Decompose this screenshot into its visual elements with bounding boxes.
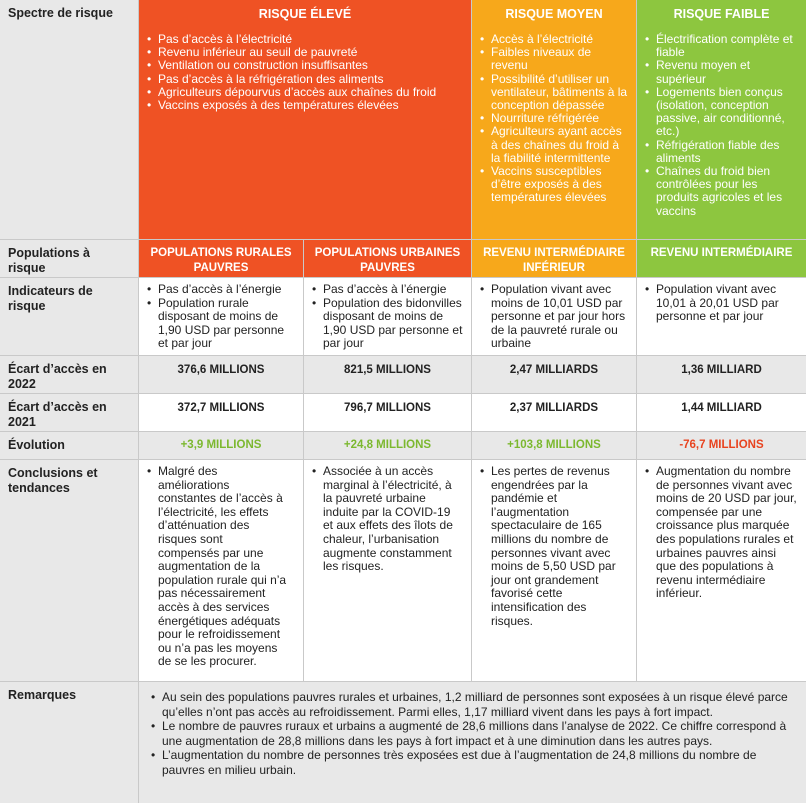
evolution-value: +3,9 MILLIONS: [139, 432, 304, 460]
row-label-spectrum: Spectre de risque: [0, 0, 139, 240]
medium-risk-item: • Possibilité d’utiliser un ventilateur, bâtiments à la conception dépassée: [480, 73, 628, 113]
high-risk-title: RISQUE ÉLEVÉ: [258, 7, 352, 21]
indicator-item: • Pas d’accès à l’énergie: [147, 283, 295, 297]
medium-risk-item: • Accès à l’électricité: [480, 33, 628, 46]
population-header: POPULATIONS URBAINES PAUVRES: [304, 240, 472, 278]
gap-2022-value: 821,5 MILLIONS: [304, 356, 472, 394]
remark-item: • Le nombre de pauvres ruraux et urbains a augmenté de 28,6 millions dans l’analyse de 2022. Ce chiffre correspond à une augmentation de 28,8 millions dans les pays à fort impact et à une diminution dans les autres pays.: [151, 719, 796, 748]
gap-2021-value: 796,7 MILLIONS: [304, 394, 472, 432]
population-header: REVENU INTERMÉDIAIRE INFÉRIEUR: [472, 240, 637, 278]
high-risk-item: • Ventilation ou construction insuffisantes: [147, 59, 463, 72]
high-risk-panel: [139, 0, 472, 240]
row-label-gap-2021: Écart d’accès en 2021: [0, 394, 139, 432]
medium-risk-title: RISQUE MOYEN: [505, 7, 603, 21]
indicator-item: • Population vivant avec 10,01 à 20,01 USD par personne et par jour: [645, 283, 798, 324]
conclusion-cell: [139, 460, 304, 682]
row-label-gap-2022: Écart d’accès en 2022: [0, 356, 139, 394]
gap-2021-value: 2,37 MILLIARDS: [472, 394, 637, 432]
high-risk-item: • Revenu inférieur au seuil de pauvreté: [147, 46, 463, 59]
indicator-item: • Population vivant avec moins de 10,01 USD par personne et par jour hors de la pauvreté rurale ou urbaine: [480, 283, 628, 351]
indicators-cell: [304, 278, 472, 356]
row-label-populations: Populations à risque: [0, 240, 139, 278]
conclusion-cell: [304, 460, 472, 682]
indicator-item: • Population rurale disposant de moins de 1,90 USD par personne et par jour: [147, 297, 295, 351]
conclusion-text: • Associée à un accès marginal à l’électricité, à la pauvreté urbaine induite par la COVID-19 et aux effets des îlots de chaleur, l’urbanisation augmente constamment les risques.: [312, 465, 463, 574]
medium-risk-panel: [472, 0, 637, 240]
conclusion-cell: [637, 460, 806, 682]
gap-2022-value: 376,6 MILLIONS: [139, 356, 304, 394]
medium-risk-item: • Nourriture réfrigérée: [480, 112, 628, 125]
conclusion-text: • Les pertes de revenus engendrées par la pandémie et l’augmentation spectaculaire de 165 millions du nombre de personnes vivant avec moins de 5,50 USD par jour ont grandement favorisé cette intensification des risques.: [480, 465, 628, 628]
gap-2022-value: 1,36 MILLIARD: [637, 356, 806, 394]
indicators-cell: [139, 278, 304, 356]
evolution-value: -76,7 MILLIONS: [637, 432, 806, 460]
low-risk-title: RISQUE FAIBLE: [673, 7, 770, 21]
row-label-conclusions: Conclusions et tendances: [0, 460, 139, 682]
indicator-item: • Population des bidonvilles disposant de moins de 1,90 USD par personne et par jour: [312, 297, 463, 351]
low-risk-item: • Revenu moyen et supérieur: [645, 59, 798, 85]
remark-item: • L’augmentation du nombre de personnes très exposées est due à l’augmentation de 24,8 millions du nombre de pauvres en milieu urbain.: [151, 748, 796, 777]
indicator-item: • Pas d’accès à l’énergie: [312, 283, 463, 297]
high-risk-item: • Agriculteurs dépourvus d’accès aux chaînes du froid: [147, 86, 463, 99]
low-risk-item: • Chaînes du froid bien contrôlées pour les produits agricoles et les vaccins: [645, 165, 798, 218]
indicators-cell: [637, 278, 806, 356]
evolution-value: +103,8 MILLIONS: [472, 432, 637, 460]
high-risk-item: • Pas d’accès à la réfrigération des aliments: [147, 73, 463, 86]
row-label-evolution: Évolution: [0, 432, 139, 460]
population-header: REVENU INTERMÉDIAIRE: [637, 240, 806, 278]
conclusion-text: • Augmentation du nombre de personnes vivant avec moins de 20 USD par jour, compensée par une croissance plus marquée des populations rurales et urbaines pauvres ainsi que des populations à revenu intermédiaire inférieur.: [645, 465, 798, 601]
remarks-panel: [139, 682, 806, 803]
medium-risk-item: • Agriculteurs ayant accès à des chaînes du froid à la fiabilité intermittente: [480, 125, 628, 165]
conclusion-cell: [472, 460, 637, 682]
low-risk-item: • Logements bien conçus (isolation, conception passive, air conditionné, etc.): [645, 86, 798, 139]
remark-item: • Au sein des populations pauvres rurales et urbaines, 1,2 milliard de personnes sont exposées à un risque élevé parce qu’elles n’ont pas accès au refroidissement. Parmi elles, 1,17 milliard vivent dans les pays à fort impact.: [151, 690, 796, 719]
low-risk-panel: [637, 0, 806, 240]
population-header: POPULATIONS RURALES PAUVRES: [139, 240, 304, 278]
gap-2022-value: 2,47 MILLIARDS: [472, 356, 637, 394]
gap-2021-value: 372,7 MILLIONS: [139, 394, 304, 432]
gap-2021-value: 1,44 MILLIARD: [637, 394, 806, 432]
evolution-value: +24,8 MILLIONS: [304, 432, 472, 460]
medium-risk-item: • Vaccins susceptibles d’être exposés à des températures élevées: [480, 165, 628, 205]
high-risk-item: • Vaccins exposés à des températures élevées: [147, 99, 463, 112]
row-label-remarks: Remarques: [0, 682, 139, 803]
high-risk-item: • Pas d’accès à l’électricité: [147, 33, 463, 46]
low-risk-item: • Électrification complète et fiable: [645, 33, 798, 59]
row-label-indicators: Indicateurs de risque: [0, 278, 139, 356]
conclusion-text: • Malgré des améliorations constantes de l’accès à l’électricité, les effets d’atténuation des risques sont compensés par une augmentation de la population rurale qui n’a pas nécessairement accès à des services énergétiques adéquats pour le refroidissement ou n’a pas les moyens de se les procurer.: [147, 465, 287, 669]
low-risk-item: • Réfrigération fiable des aliments: [645, 139, 798, 165]
medium-risk-item: • Faibles niveaux de revenu: [480, 46, 628, 72]
indicators-cell: [472, 278, 637, 356]
